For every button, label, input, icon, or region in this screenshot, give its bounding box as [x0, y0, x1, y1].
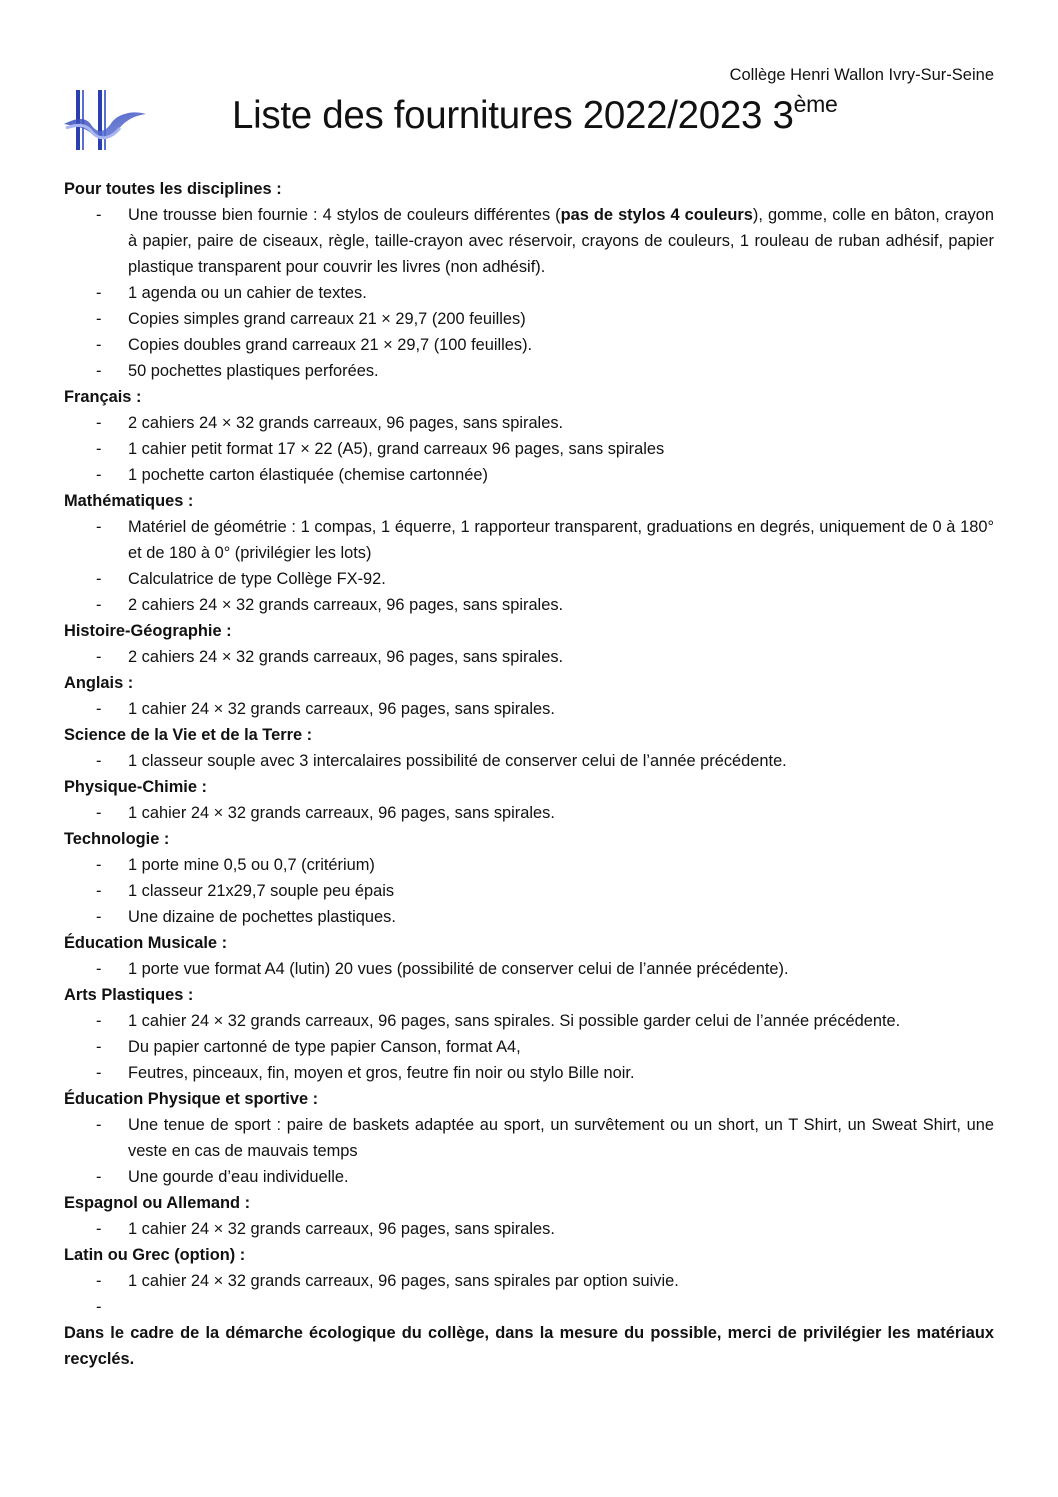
item-list	[64, 1216, 994, 1242]
page-title-superscript: ème	[793, 91, 838, 118]
section-education-musicale	[64, 930, 994, 982]
list-item	[64, 202, 994, 280]
item-list	[64, 1008, 994, 1086]
list-item: - 2 cahiers 24 × 32 grands carreaux, 96 pages, sans spirales.	[64, 592, 994, 618]
list-item: - Feutres, pinceaux, fin, moyen et gros, feutre fin noir ou stylo Bille noir.	[64, 1060, 994, 1086]
section-technologie	[64, 826, 994, 930]
list-item: - 1 pochette carton élastiquée (chemise cartonnée)	[64, 462, 994, 488]
list-item: - Une dizaine de pochettes plastiques.	[64, 904, 994, 930]
section-histoire-geographie	[64, 618, 994, 670]
section-title: Physique-Chimie :	[64, 778, 207, 796]
section-title: Éducation Physique et sportive :	[64, 1090, 319, 1108]
page-title	[232, 91, 838, 138]
list-item: - Une tenue de sport : paire de baskets adaptée au sport, un survêtement ou un short, un T Shirt, un Sweat Shirt, une veste en cas de mauvais temps	[64, 1112, 994, 1164]
item-list	[64, 1268, 994, 1294]
item-list	[64, 696, 994, 722]
item-list	[64, 800, 994, 826]
item-list	[64, 410, 994, 488]
section-mathematiques	[64, 488, 994, 618]
list-item: - 1 cahier 24 × 32 grands carreaux, 96 pages, sans spirales.	[64, 800, 994, 826]
section-eps	[64, 1086, 994, 1190]
section-arts-plastiques	[64, 982, 994, 1086]
item-text: Une trousse bien fournie : 4 stylos de couleurs différentes (	[128, 206, 561, 224]
school-name: Collège Henri Wallon Ivry-Sur-Seine	[729, 66, 994, 84]
section-latin-grec	[64, 1242, 994, 1320]
ecology-note: Dans le cadre de la démarche écologique du collège, dans la mesure du possible, merci de privilégier les matériaux recyclés.	[64, 1324, 994, 1368]
item-list	[64, 748, 994, 774]
list-item: - Une gourde d’eau individuelle.	[64, 1164, 994, 1190]
list-item: - Du papier cartonné de type papier Canson, format A4,	[64, 1034, 994, 1060]
list-item: - 1 agenda ou un cahier de textes.	[64, 280, 994, 306]
empty-list-item	[64, 1294, 994, 1320]
list-item: - Calculatrice de type Collège FX-92.	[64, 566, 994, 592]
list-item: - 1 classeur souple avec 3 intercalaires possibilité de conserver celui de l’année précédente.	[64, 748, 994, 774]
section-all-disciplines	[64, 176, 994, 384]
section-svt	[64, 722, 994, 774]
list-item: - 1 cahier 24 × 32 grands carreaux, 96 pages, sans spirales par option suivie.	[64, 1268, 994, 1294]
section-francais	[64, 384, 994, 488]
section-title: Mathématiques :	[64, 492, 194, 510]
item-bold-text: pas de stylos 4 couleurs	[560, 206, 753, 224]
section-title: Science de la Vie et de la Terre :	[64, 726, 313, 744]
section-anglais	[64, 670, 994, 722]
school-logo-icon	[62, 88, 148, 152]
item-text: ), gomme, colle en bâton, crayon à papier, paire de ciseaux, règle, taille-crayon avec réservoir, crayons de couleurs, 1 rouleau de ruban adhésif, papier plastique transparent pour couvrir les livres (non adhésif).	[128, 206, 994, 276]
section-title: Éducation Musicale :	[64, 934, 228, 952]
section-title: Anglais :	[64, 674, 134, 692]
item-list	[64, 514, 994, 618]
section-physique-chimie	[64, 774, 994, 826]
item-list	[64, 202, 994, 384]
section-title: Pour toutes les disciplines :	[64, 180, 282, 198]
section-title: Technologie :	[64, 830, 170, 848]
section-title: Arts Plastiques :	[64, 986, 194, 1004]
item-list	[64, 852, 994, 930]
list-item: - 1 porte vue format A4 (lutin) 20 vues (possibilité de conserver celui de l’année précédente).	[64, 956, 994, 982]
section-title: Français :	[64, 388, 142, 406]
item-list	[64, 956, 994, 982]
item-list	[64, 644, 994, 670]
list-item: - Copies doubles grand carreaux 21 × 29,7 (100 feuilles).	[64, 332, 994, 358]
list-item: - 1 porte mine 0,5 ou 0,7 (critérium)	[64, 852, 994, 878]
page-title-text: Liste des fournitures 2022/2023 3	[232, 94, 794, 137]
list-item: - 1 cahier 24 × 32 grands carreaux, 96 pages, sans spirales.	[64, 696, 994, 722]
list-item: - 50 pochettes plastiques perforées.	[64, 358, 994, 384]
list-item: - 1 cahier petit format 17 × 22 (A5), grand carreaux 96 pages, sans spirales	[64, 436, 994, 462]
section-title: Histoire-Géographie :	[64, 622, 232, 640]
section-title: Latin ou Grec (option) :	[64, 1246, 246, 1264]
supplies-content	[64, 176, 994, 1372]
list-item: - 2 cahiers 24 × 32 grands carreaux, 96 pages, sans spirales.	[64, 410, 994, 436]
list-item: - 1 cahier 24 × 32 grands carreaux, 96 pages, sans spirales. Si possible garder celui de l’année précédente.	[64, 1008, 994, 1034]
section-title: Espagnol ou Allemand :	[64, 1194, 251, 1212]
section-espagnol-allemand	[64, 1190, 994, 1242]
list-item: - 1 classeur 21x29,7 souple peu épais	[64, 878, 994, 904]
list-item: - 2 cahiers 24 × 32 grands carreaux, 96 pages, sans spirales.	[64, 644, 994, 670]
list-item: - Matériel de géométrie : 1 compas, 1 équerre, 1 rapporteur transparent, graduations en degrés, uniquement de 0 à 180° et de 180 à 0° (privilégier les lots)	[64, 514, 994, 566]
item-list	[64, 1112, 994, 1190]
list-item: - Copies simples grand carreaux 21 × 29,7 (200 feuilles)	[64, 306, 994, 332]
list-item: - 1 cahier 24 × 32 grands carreaux, 96 pages, sans spirales.	[64, 1216, 994, 1242]
